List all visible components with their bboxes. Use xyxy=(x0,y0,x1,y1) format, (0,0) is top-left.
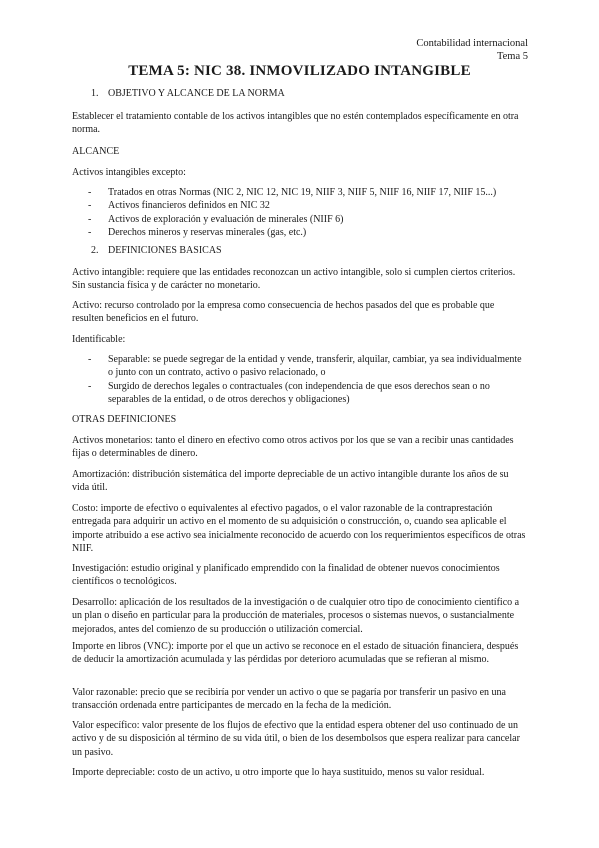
section-2-heading: DEFINICIONES BASICAS xyxy=(108,245,222,256)
section-2-number: 2. xyxy=(91,245,99,256)
dash-bullet: - xyxy=(88,200,92,212)
list-item xyxy=(88,353,528,380)
def-fair-value: Valor razonable: precio que se recibiría por vender un activo o que se pagaría por transferir un pasivo en una transacción ordenada entre participantes de mercado en la fecha de la medición. xyxy=(72,687,506,712)
def-asset: Activo: recurso controlado por la empresa como consecuencia de hechos pasados del que es probable que resulten beneficios en el futuro. xyxy=(72,300,495,325)
list-item xyxy=(88,213,528,226)
scope-heading: ALCANCE xyxy=(72,146,120,157)
def-intangible: Activo intangible: requiere que las entidades reconozcan un activo intangible, solo si cumplen ciertos criterios. Sin sustancia física y de carácter no monetario. xyxy=(72,267,516,292)
list-item-text: Tratados en otras Normas (NIC 2, NIC 12, NIC 19, NIIF 3, NIIF 5, NIIF 16, NIIF 17, NIIF 15...) xyxy=(108,187,497,198)
list-item-text: Activos de exploración y evaluación de minerales (NIIF 6) xyxy=(108,213,344,225)
dash-bullet: - xyxy=(88,187,92,198)
dash-bullet: - xyxy=(88,226,92,238)
dash-bullet: - xyxy=(88,213,92,225)
objective-paragraph: Establecer el tratamiento contable de los activos intangibles que no estén contemplados específicamente en otra norma. xyxy=(72,111,519,136)
header-topic: Tema 5 xyxy=(496,51,528,62)
identifiable-list xyxy=(88,353,528,406)
section-1-number: 1. xyxy=(91,88,99,99)
list-item-text: Separable: se puede segregar de la entidad y vende, transferir, alquilar, cambiar, ya sea individualmente o junto con un contrato, activo o pasivo relacionado, o xyxy=(108,354,522,379)
def-depreciable-amount: Importe depreciable: costo de un activo, u otro importe que lo haya sustituido, menos su valor residual. xyxy=(72,767,485,778)
other-definitions-heading: OTRAS DEFINICIONES xyxy=(72,414,177,425)
list-item xyxy=(88,226,528,239)
list-item-text: Activos financieros definidos en NIC 32 xyxy=(108,200,270,212)
list-item xyxy=(88,380,528,407)
def-research: Investigación: estudio original y planificado emprendido con la finalidad de obtener nuevos conocimientos científicos o tecnológicos. xyxy=(72,563,500,588)
list-item xyxy=(88,186,528,199)
def-development: Desarrollo: aplicación de los resultados de la investigación o de cualquier otro tipo de conocimiento científico a un plan o diseño en particular para la producción de materiales, procesos o sistemas nuevos, o sustancialmente mejorados, antes del comienzo de su producción o utilización comercial. xyxy=(72,597,520,635)
scope-intro: Activos intangibles excepto: xyxy=(72,167,186,178)
dash-bullet: - xyxy=(88,354,92,365)
list-item-text: Derechos mineros y reservas minerales (gas, etc.) xyxy=(108,226,307,238)
dash-bullet: - xyxy=(88,380,92,392)
def-entity-specific-value: Valor específico: valor presente de los flujos de efectivo que la entidad espera obtener del uso continuado de un activo y de su disposición al término de su vida útil, o bien de los desembolsos que espera realizar para cancelar un pasivo. xyxy=(72,720,520,758)
section-1-heading: OBJETIVO Y ALCANCE DE LA NORMA xyxy=(108,88,285,99)
identifiable-heading: Identificable: xyxy=(72,334,126,345)
def-carrying-amount: Importe en libros (VNC): importe por el que un activo se reconoce en el estado de situación financiera, después de deducir la amortización acumulada y las pérdidas por deterioro acumuladas que se refieran al mismo. xyxy=(72,641,519,666)
def-amortization: Amortización: distribución sistemática del importe depreciable de un activo intangible durante los años de su vida útil. xyxy=(72,469,509,494)
list-item-text: Surgido de derechos legales o contractuales (con independencia de que esos derechos sean o no separables de la entidad, o de otros derechos y obligaciones) xyxy=(108,380,490,405)
def-monetary: Activos monetarios: tanto el dinero en efectivo como otros activos por los que se van a recibir unas cantidades fijas o determinables de dinero. xyxy=(72,435,514,460)
page-title: TEMA 5: NIC 38. INMOVILIZADO INTANGIBLE xyxy=(128,63,471,79)
list-item xyxy=(88,199,528,212)
scope-list xyxy=(88,186,528,239)
header-subject: Contabilidad internacional xyxy=(416,38,528,49)
def-cost: Costo: importe de efectivo o equivalentes al efectivo pagados, o el valor razonable de la contraprestación entregada para adquirir un activo en el momento de su adquisición o construcción, o, cuando sea aplicable el importe atribuido a ese activo sea inicialmente reconocido de acuerdo con los requerimientos específicos de otras NIIF. xyxy=(72,503,526,554)
